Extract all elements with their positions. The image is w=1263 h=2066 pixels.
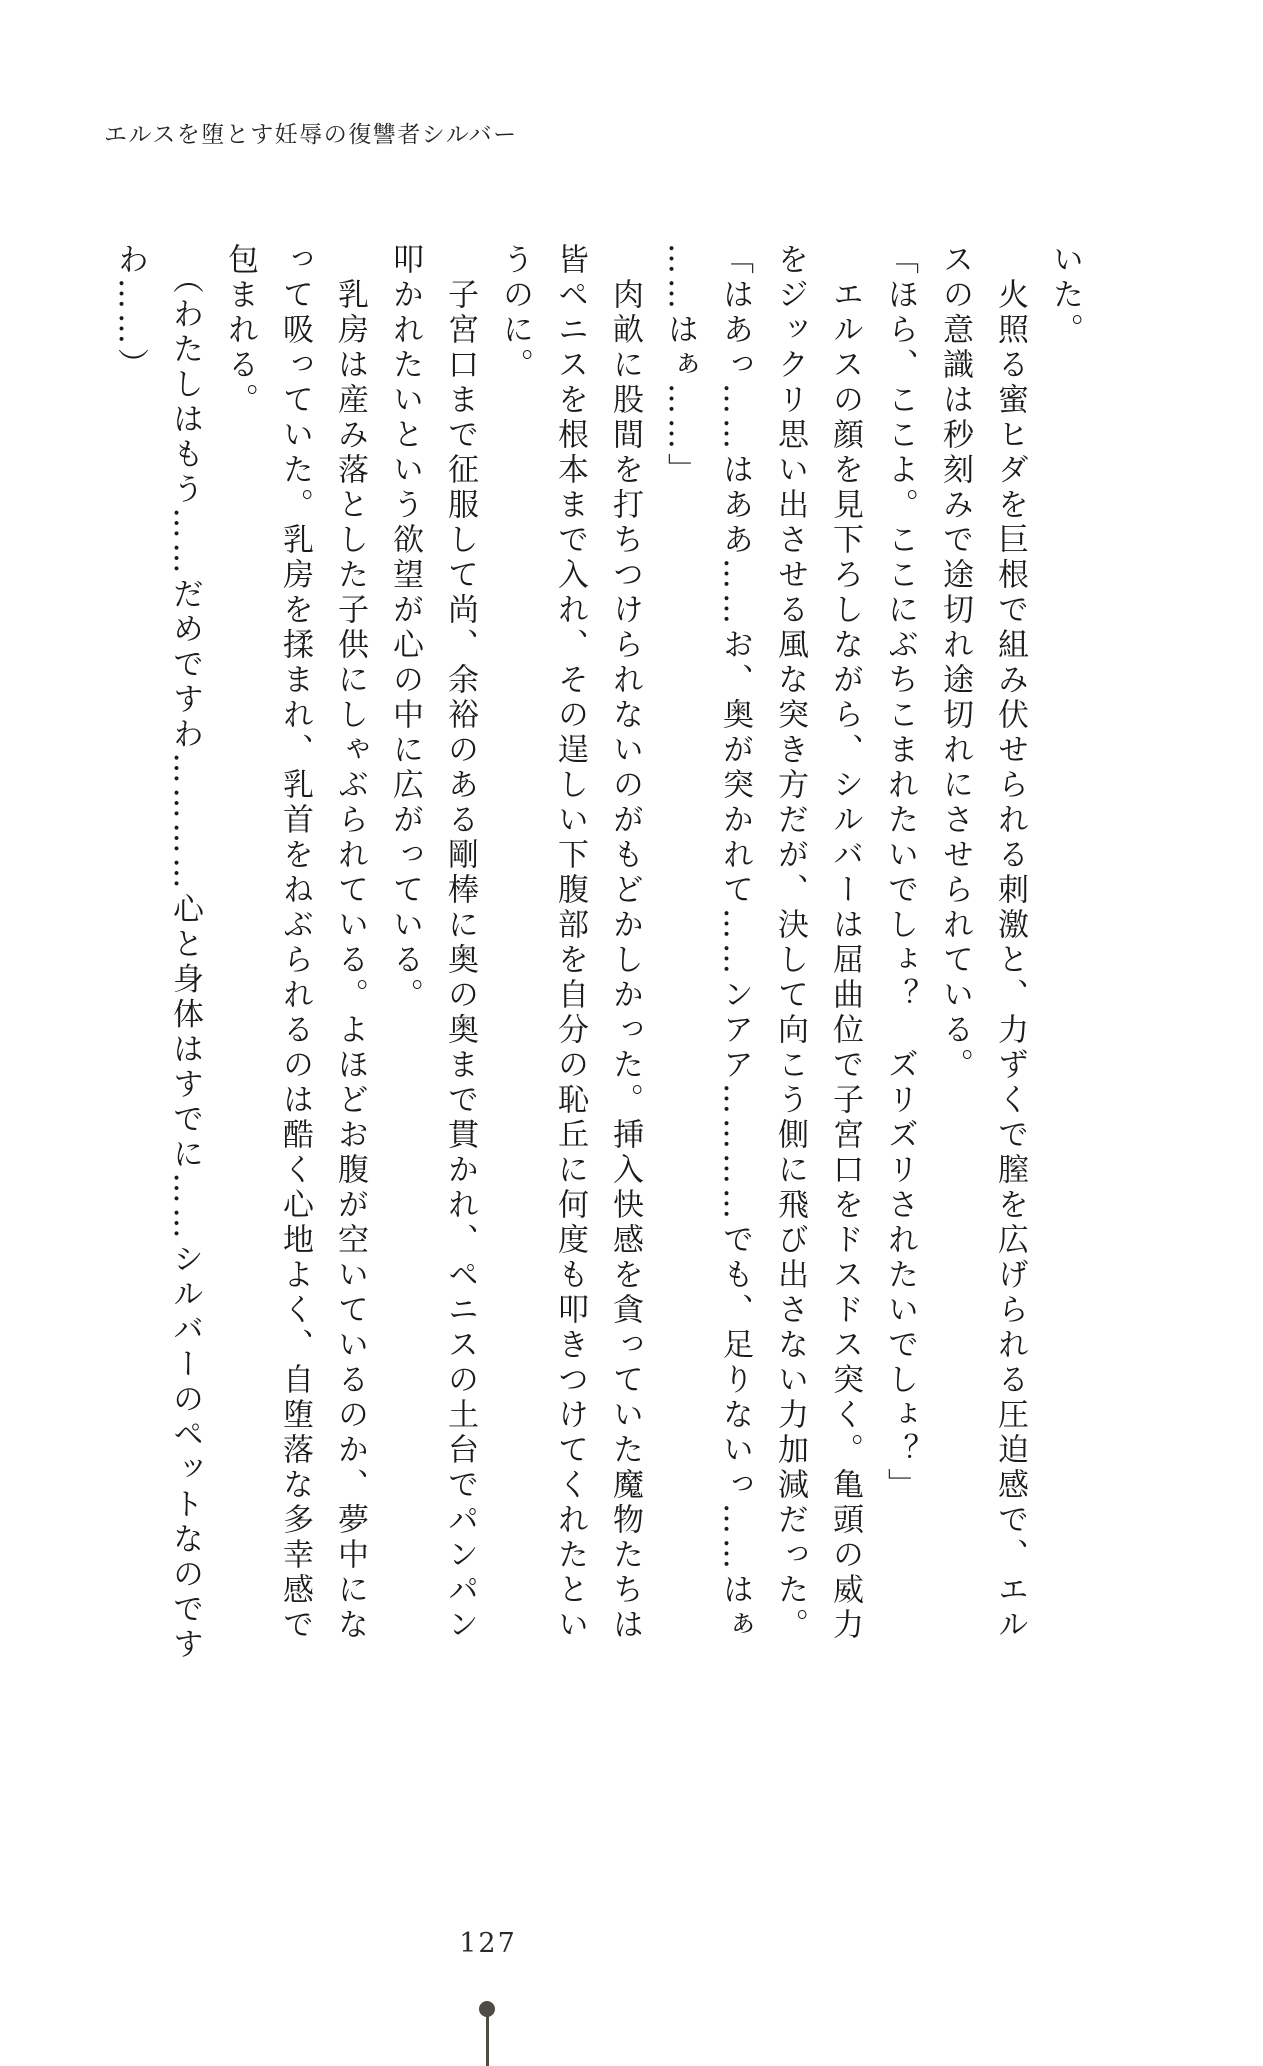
running-title: エルスを堕とす妊辱の復讐者シルバー <box>104 122 518 148</box>
text-column: わ……） <box>112 243 148 383</box>
text-column: って吸っていた。乳房を揉まれ、乳首をねぶられるのは酷く心地よく、自堕落な多幸感で <box>277 243 313 1643</box>
text-column: 子宮口まで征服して尚、余裕のある剛棒に奥の奥まで貫かれ、ペニスの土台でパンパン <box>442 243 478 1643</box>
footer-ornament <box>0 1999 1263 2066</box>
text-column: 叩かれたいという欲望が心の中に広がっている。 <box>387 243 423 1013</box>
text-column: うのに。 <box>497 243 533 383</box>
text-column: エルスの顔を見下ろしながら、シルバーは屈曲位で子宮口をドスドス突く。亀頭の威力 <box>827 243 863 1643</box>
text-column: 「ほら、ここよ。ここにぶちこまれたいでしょ？ ズリズリされたいでしょ？」 <box>882 243 918 1503</box>
footer-ornament-line <box>486 2015 489 2066</box>
text-column: 火照る蜜ヒダを巨根で組み伏せられる刺激と、力ずくで膣を広げられる圧迫感で、エル <box>992 243 1028 1643</box>
text-column: 「はあっ……はああ……お、奥が突かれて……ンアア…………でも、足りないっ……はぁ <box>717 243 753 1643</box>
text-column: をジックリ思い出させる風な突き方だが、決して向こう側に飛び出さない力加減だった。 <box>772 243 808 1643</box>
page-number: 127 <box>459 1928 517 1959</box>
body-text <box>102 243 1092 1691</box>
text-column: ……はぁ……」 <box>662 243 698 488</box>
text-column: （わたしはもう……だめですわ…………心と身体はすでに……シルバーのペットなのです <box>167 243 203 1663</box>
text-column: 肉畝に股間を打ちつけられないのがもどかしかった。挿入快感を貪っていた魔物たちは <box>607 243 643 1643</box>
text-column: 皆ペニスを根本まで入れ、その逞しい下腹部を自分の恥丘に何度も叩きつけてくれたとい <box>552 243 588 1643</box>
text-column: 包まれる。 <box>222 243 258 418</box>
text-column: いた。 <box>1047 243 1083 348</box>
text-column: 乳房は産み落とした子供にしゃぶられている。よほどお腹が空いているのか、夢中にな <box>332 243 368 1643</box>
text-column: スの意識は秒刻みで途切れ途切れにさせられている。 <box>937 243 973 1083</box>
